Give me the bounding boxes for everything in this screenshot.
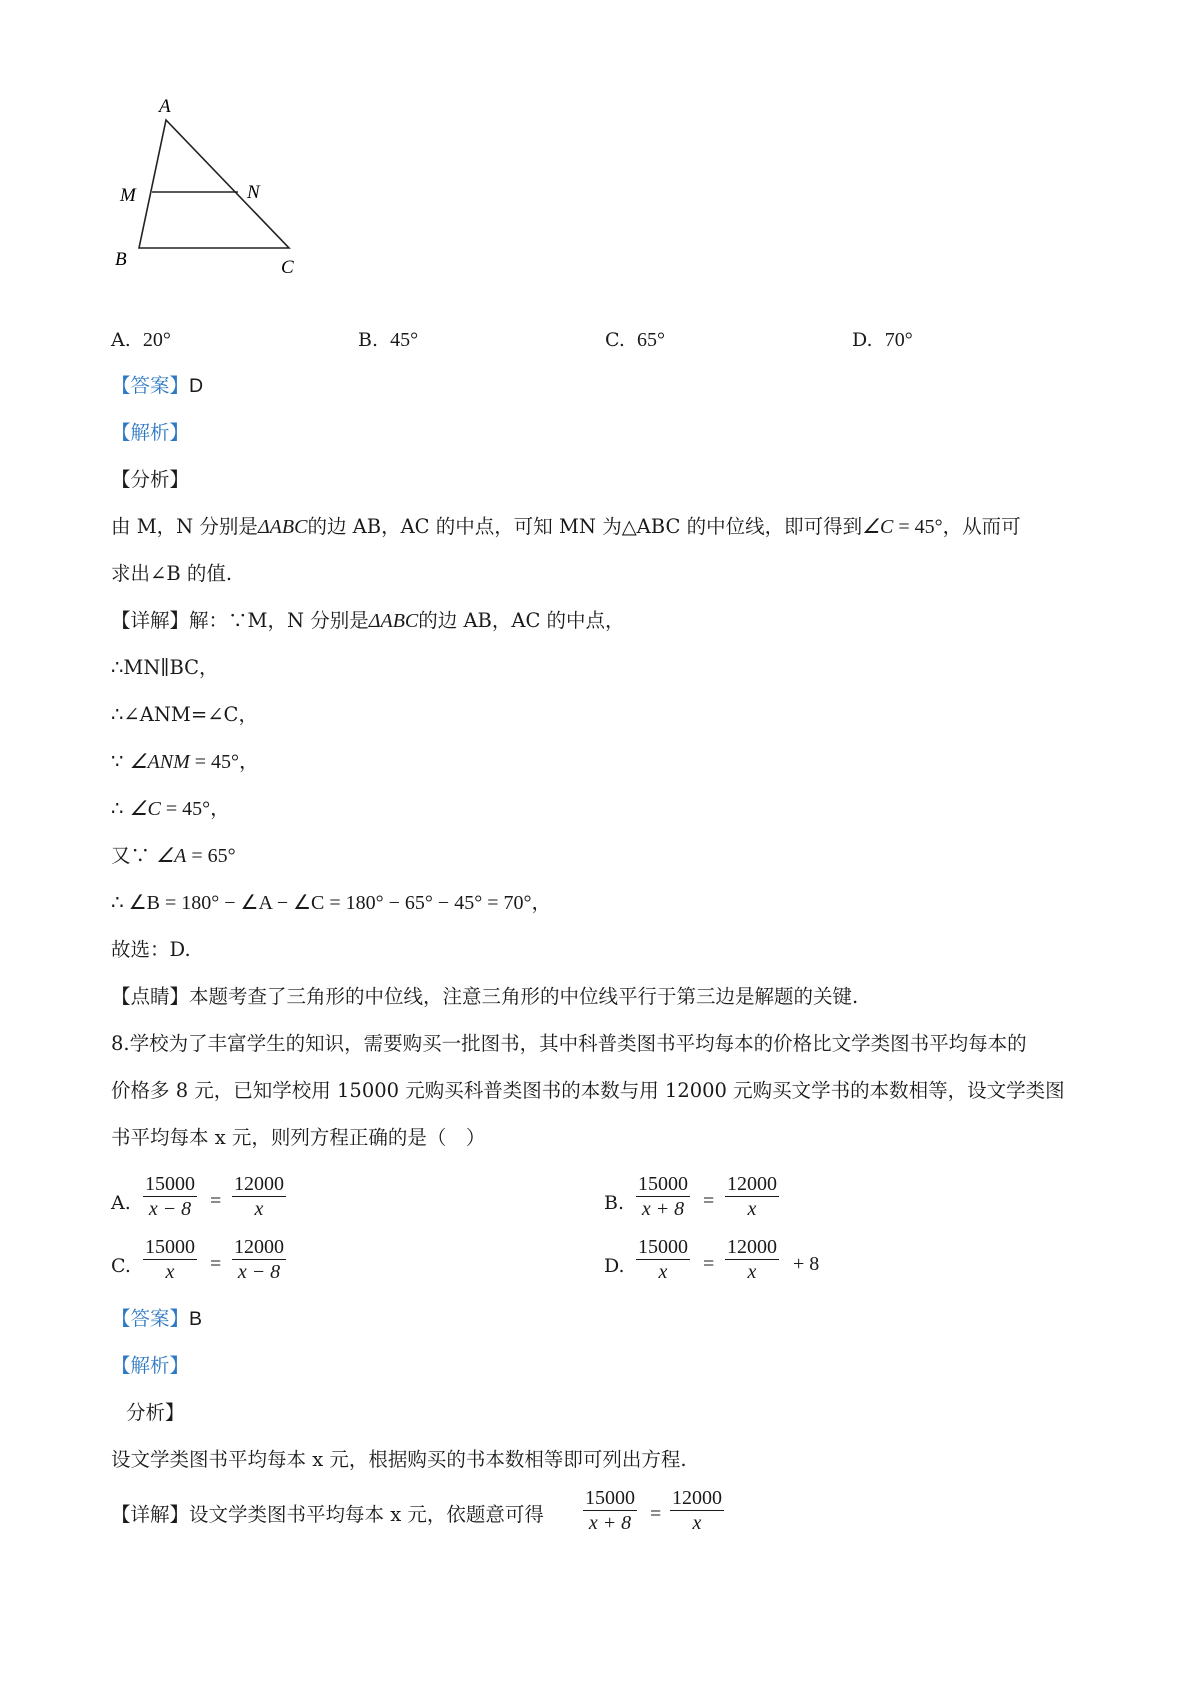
option-letter: C. [111,1255,131,1277]
denominator: x [692,1512,702,1534]
numerator: 12000 [234,1236,284,1258]
q7-fenxi-line1 [111,514,1021,540]
answer-value: B [189,1308,203,1330]
numerator: 15000 [638,1173,688,1195]
q8-stem-line2: 价格多 8 元，已知学校用 15000 元购买科普类图书的本数与用 12000 元购买文学书的本数相等，设文学类图 [111,1079,1065,1102]
q7-detail-line [111,608,625,634]
right-fraction [725,1172,779,1221]
q7-analysis-tag: 【解析】 [111,421,190,444]
numerator: 15000 [145,1236,195,1258]
denominator: x − 8 [148,1198,192,1220]
denominator: x [254,1198,264,1220]
option-letter: D. [604,1255,625,1277]
denominator: x + 8 [641,1198,685,1220]
denominator: x [658,1261,668,1283]
q8-stem-line3: 书平均每本 x 元，则列方程正确的是（ ） [111,1126,486,1149]
denominator: x [747,1261,757,1283]
text: 【详解】解：∵M，N 分别是 [111,609,369,632]
text: ，从而可 [942,515,1021,538]
equals-sign: = [703,1253,715,1275]
q8-fenxi-heading: 分析】 [126,1401,185,1424]
q7-answer [111,373,203,399]
angle-c: ∠C [129,798,161,820]
q7-comment: 【点睛】本题考查了三角形的中位线，注意三角形的中位线平行于第三边是解题的关键. [111,985,859,1008]
answer-tag: 【答案】 [111,1307,190,1330]
text: 的边 AB，AC 的中点，可知 MN 为△ABC 的中位线，即可得到 [307,515,863,538]
numerator: 12000 [672,1487,722,1509]
equals-sign: = [210,1190,222,1212]
option-value: 45° [390,329,419,351]
q7-step2: ∴∠ANM=∠C， [111,703,258,726]
angle-equation: ∴ ∠B = 180° − ∠A − ∠C = 180° − 65° − 45° = 70°， [111,892,552,914]
vertex-c-label: C [281,257,294,278]
q7-choose: 故选：D. [111,938,191,961]
vertex-b-label: B [115,249,127,270]
q8-fenxi-text: 设文学类图书平均每本 x 元，根据购买的书本数相等即可列出方程. [111,1448,687,1471]
q7-step3 [111,749,259,775]
equals-sign: = [210,1253,222,1275]
angle-value: = 45° [893,516,943,538]
triangle-abc [139,120,289,248]
text: 由 M，N 分别是 [111,515,258,538]
numerator: 12000 [727,1236,777,1258]
angle-a: ∠A [156,845,187,867]
q7-option-c [605,327,665,353]
plus-term: + 8 [793,1253,820,1275]
left-fraction [636,1235,690,1284]
q8-stem-line1: 8.学校为了丰富学生的知识，需要购买一批图书，其中科普类图书平均每本的价格比文学类图书平均每本的 [111,1032,1027,1055]
numerator: 15000 [638,1236,688,1258]
triangle-symbol: ΔABC [368,610,419,632]
value: = 65° [186,845,236,867]
equals-sign: = [650,1503,662,1525]
numerator: 12000 [727,1173,777,1195]
answer-tag: 【答案】 [111,374,190,397]
value: = 45°， [189,751,260,773]
denominator: x [747,1198,757,1220]
text: ∵ [111,750,130,773]
denominator: x − 8 [237,1261,281,1283]
text: 的边 AB，AC 的中点， [418,609,625,632]
q7-option-a [111,327,171,353]
right-fraction [232,1172,286,1221]
option-letter: C. [605,329,625,351]
q8-answer [111,1306,202,1332]
q7-step6 [111,890,551,916]
angle-c: ∠C [862,516,894,538]
answer-value: D [189,375,204,397]
option-value: 65° [637,329,665,351]
angle-anm: ∠ANM [129,751,190,773]
q7-step1: ∴MN∥BC， [111,656,219,679]
option-letter: D. [852,329,873,351]
triangle-figure [110,95,320,285]
triangle-symbol: ΔABC [257,516,308,538]
option-letter: B. [358,329,379,351]
q7-fenxi-line2: 求出∠B 的值. [111,562,233,585]
text: ∴ [111,797,130,820]
option-value: 70° [884,329,913,351]
numerator: 12000 [234,1173,284,1195]
option-letter: A. [111,329,131,351]
vertex-n-label: N [247,182,260,203]
q7-fenxi-heading: 【分析】 [111,468,190,491]
q7-option-d [852,327,913,353]
text: 又∵ [111,844,157,867]
left-fraction [583,1486,637,1535]
right-fraction [232,1235,286,1284]
q7-option-b [358,327,418,353]
value: = 45°， [160,798,231,820]
q8-analysis-tag: 【解析】 [111,1354,190,1377]
option-letter: B. [604,1192,625,1214]
q7-step5 [111,843,236,869]
denominator: x + 8 [588,1512,632,1534]
equals-sign: = [703,1190,715,1212]
vertex-a-label: A [159,96,171,117]
numerator: 15000 [145,1173,195,1195]
detail-text: 【详解】设文学类图书平均每本 x 元，依题意可得 [111,1503,544,1526]
right-fraction [725,1235,779,1284]
right-fraction [670,1486,724,1535]
option-value: 20° [142,329,171,351]
vertex-m-label: M [120,185,136,206]
left-fraction [143,1235,197,1284]
option-letter: A. [111,1192,131,1214]
q7-step4 [111,796,230,822]
left-fraction [143,1172,197,1221]
denominator: x [165,1261,175,1283]
left-fraction [636,1172,690,1221]
numerator: 15000 [585,1487,635,1509]
